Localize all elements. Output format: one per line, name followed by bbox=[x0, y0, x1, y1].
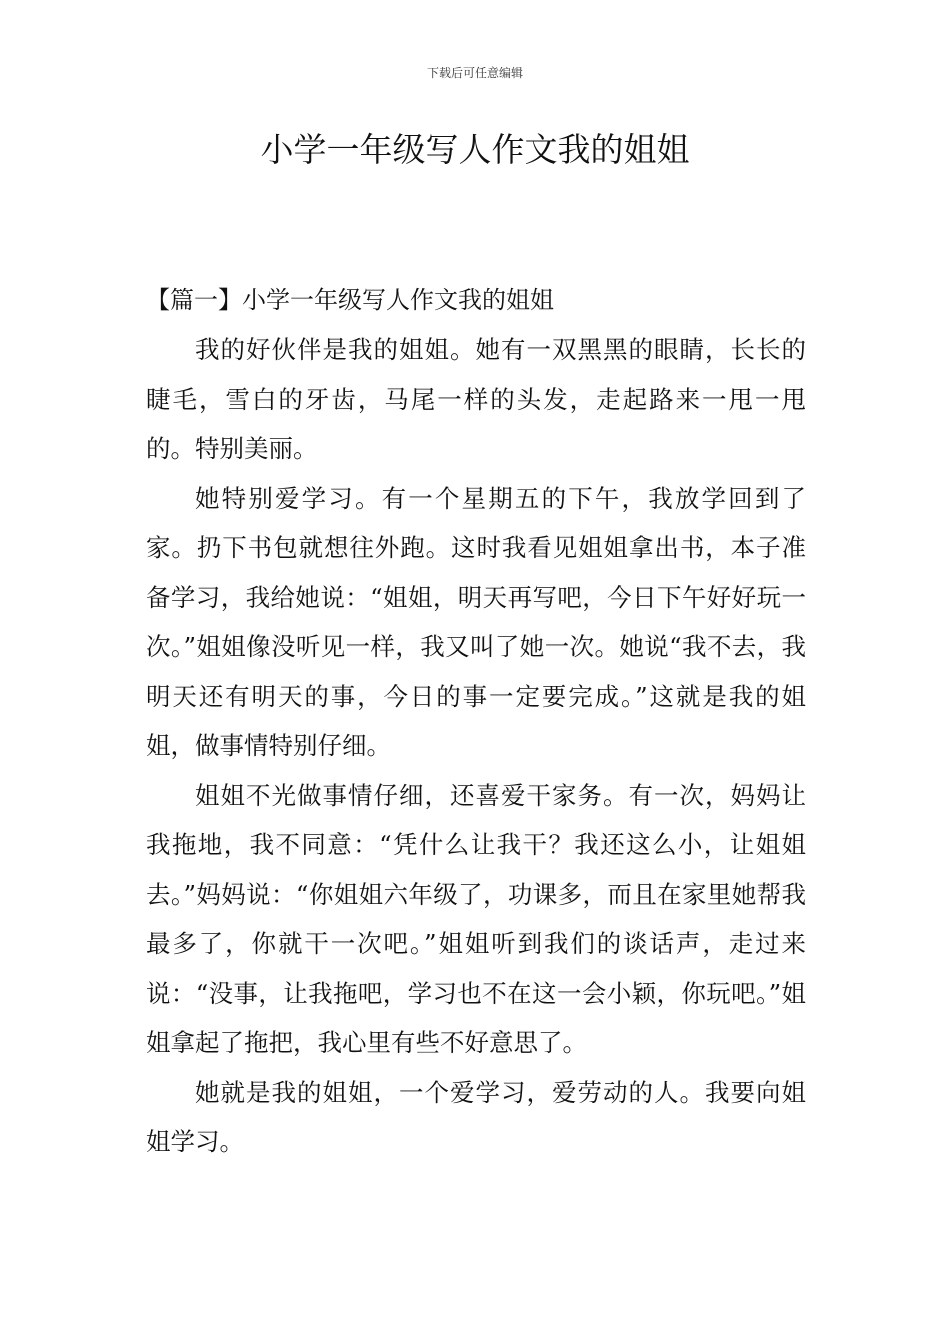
header-note: 下载后可任意编辑 bbox=[426, 66, 523, 80]
paragraph: 姐姐不光做事情仔细，还喜爱干家务。有一次，妈妈让我拖地，我不同意：“凭什么让我干？我还这么小，让姐姐去。”妈妈说：“你姐姐六年级了，功课多，而且在家里她帮我最多了，你就干一次吧。”姐姐听到我们的谈话声，走过来说：“没事，让我拖吧，学习也不在这一会小颖，你玩吧。”姐姐拿起了拖把，我心里有些不好意思了。 bbox=[146, 780, 806, 1057]
section-heading: 【篇一】小学一年级写人作文我的姐姐 bbox=[146, 286, 554, 314]
paragraph: 她就是我的姐姐，一个爱学习，爱劳动的人。我要向姐姐学习。 bbox=[146, 1077, 806, 1156]
paragraph: 我的好伙伴是我的姐姐。她有一双黑黑的眼睛，长长的睫毛，雪白的牙齿，马尾一样的头发，走起路来一甩一甩的。特别美丽。 bbox=[146, 335, 806, 463]
body-text bbox=[146, 325, 806, 1167]
document-title: 小学一年级写人作文我的姐姐 bbox=[260, 130, 690, 169]
paragraph: 她特别爱学习。有一个星期五的下午，我放学回到了家。扔下书包就想往外跑。这时我看见姐姐拿出书，本子准备学习，我给她说：“姐姐，明天再写吧，今日下午好好玩一次。”姐姐像没听见一样，我又叫了她一次。她说“我不去，我明天还有明天的事，今日的事一定要完成。”这就是我的姐姐，做事情特别仔细。 bbox=[146, 483, 806, 760]
